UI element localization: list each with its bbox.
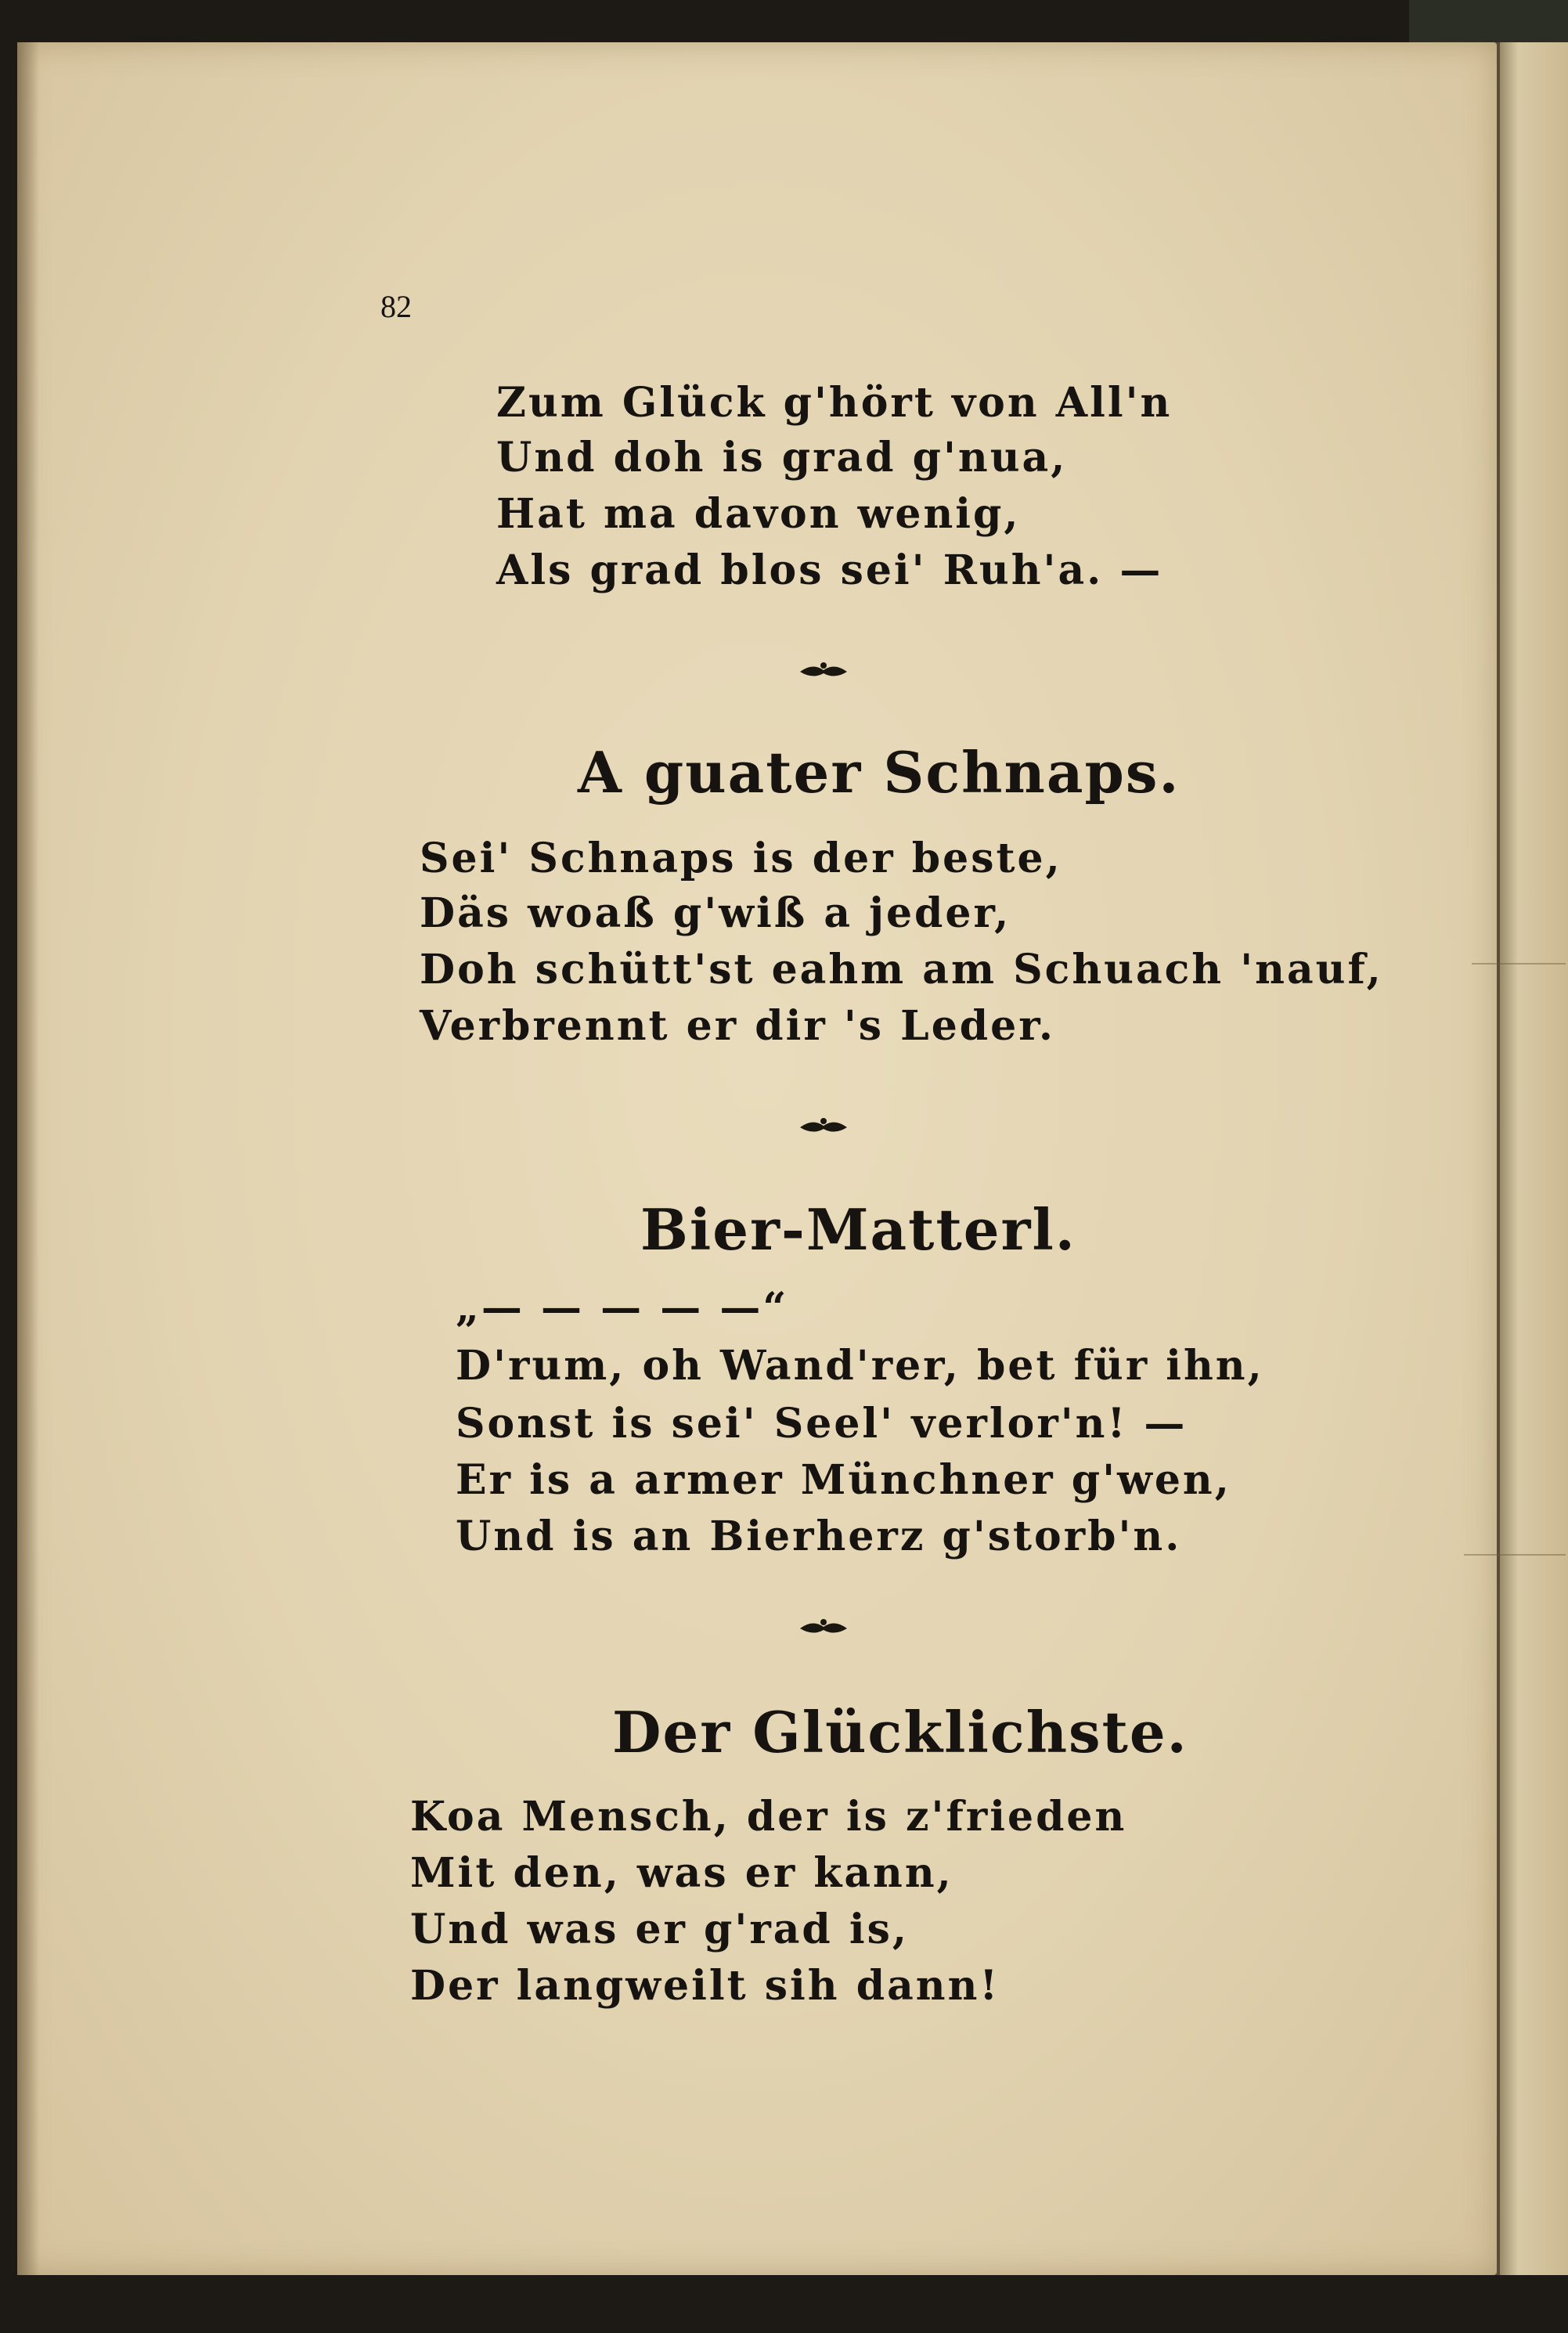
poem-line: Däs woaß g'wiß a jeder, [420,889,1011,937]
facing-page-edge [1497,42,1568,2275]
poem-line: Hat ma davon wenig, [496,490,1021,538]
poem-title: Bier-Matterl. [640,1196,1076,1263]
paper-crease [1464,1554,1566,1556]
poem-line: Und doh is grad g'nua, [496,434,1068,481]
poem-line: Mit den, was er kann, [410,1849,953,1897]
poem-line: Und is an Bierherz g'storb'n. [456,1513,1182,1560]
poem-line: Als grad blos sei' Ruh'a. — [496,546,1163,594]
floral-ornament-icon [798,1616,849,1639]
poem-line: „— — — — —“ [456,1284,789,1332]
poem-line: Der langweilt sih dann! [410,1962,1000,2010]
poem-line: Zum Glück g'hört von All'n [496,379,1173,427]
poem-line: D'rum, oh Wand'rer, bet für ihn, [456,1342,1264,1390]
poem-line: Doh schütt'st eahm am Schuach 'nauf, [420,946,1383,993]
poem-line: Sonst is sei' Seel' verlor'n! — [456,1400,1188,1448]
scan-corner [1409,0,1568,42]
paper-crease [1472,963,1566,965]
floral-ornament-icon [798,1115,849,1138]
page-gutter [17,42,39,2275]
page-number: 82 [380,289,412,324]
poem-line: Und was er g'rad is, [410,1906,910,1953]
poem-line: Er is a armer Münchner g'wen, [456,1456,1231,1504]
poem-line: Sei' Schnaps is der beste, [420,835,1062,882]
poem-title: Der Glücklichste. [612,1699,1188,1765]
poem-line: Koa Mensch, der is z'frieden [410,1793,1127,1841]
floral-ornament-icon [798,659,849,683]
poem-line: Verbrennt er dir 's Leder. [420,1002,1055,1050]
poem-title: A guater Schnaps. [578,739,1181,806]
